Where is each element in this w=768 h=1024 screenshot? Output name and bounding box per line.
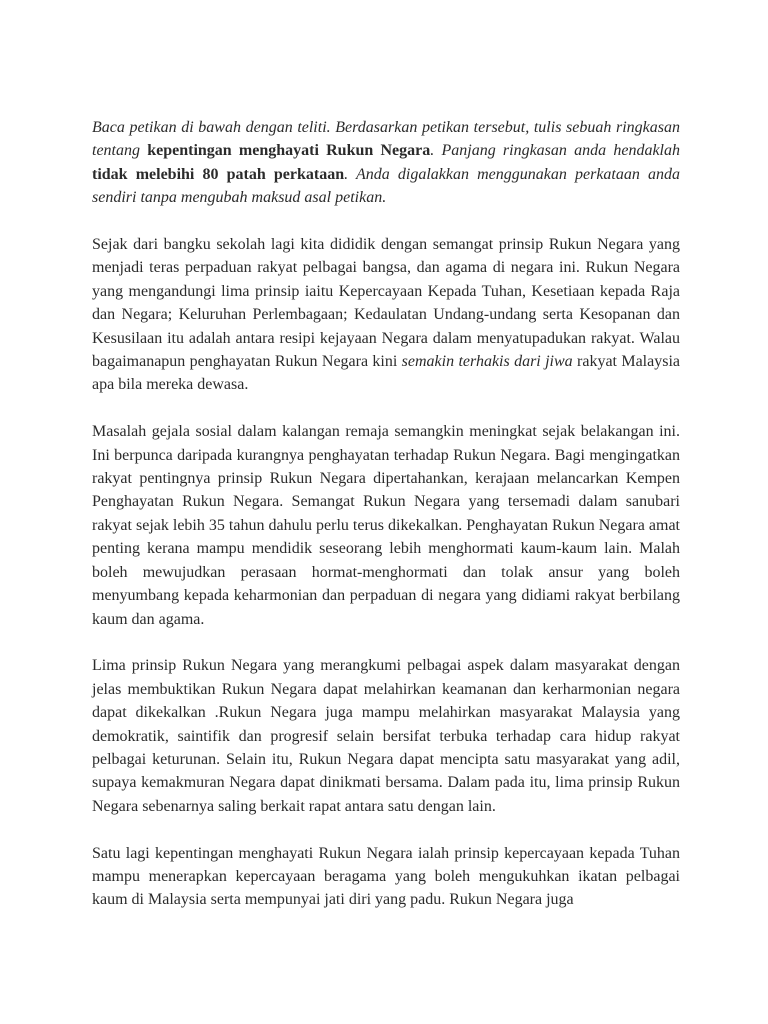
paragraph-1-text-before: Sejak dari bangku sekolah lagi kita dididik dengan semangat prinsip Rukun Negara yang menjadi teras perpaduan rakyat pelbagai bangsa, dan agama di negara ini. Rukun Negara yang mengandungi lima prinsip iaitu Kepercayaan Kepada Tuhan, Kesetiaan kepada Raja dan Negara; Keluruhan Perlembagaan; Kedaulatan Undang-undang serta Kesopanan dan Kesusilaan itu adalah antara resipi kejayaan Negara dalam menyatupadukan rakyat. Walau bagaimanapun penghayatan Rukun Negara kini xyxy=(92,236,680,371)
passage-paragraph-3: Lima prinsip Rukun Negara yang merangkumi pelbagai aspek dalam masyarakat dengan jelas membuktikan Rukun Negara dapat melahirkan keamanan dan kerharmonian negara dapat dikekalkan .Rukun Negara juga mampu melahirkan masyarakat Malaysia yang demokratik, saintifik dan progresif selain bersifat terbuka terhadap cara hidup rakyat pelbagai keturunan. Selain itu, Rukun Negara dapat mencipta satu masyarakat yang adil, supaya kemakmuran Negara dapat dinikmati bersama. Dalam pada itu, lima prinsip Rukun Negara sebenarnya saling berkait rapat antara satu dengan lain. xyxy=(92,657,680,815)
instruction-text-3: . Anda digalakkan menggunakan perkataan anda sendiri tanpa mengubah maksud asal petikan. xyxy=(92,165,680,207)
passage-paragraph-1 xyxy=(92,233,680,397)
instruction-text-2: . Panjang ringkasan anda hendaklah xyxy=(430,142,680,160)
instruction-text-1: Baca petikan di bawah dengan teliti. Berdasarkan petikan tersebut, tulis sebuah ringkasan tentang xyxy=(92,119,680,160)
paragraph-1-emphasis: semakin terhakis dari jiwa xyxy=(401,353,573,371)
instruction-word-limit: tidak melebihi 80 patah perkataan xyxy=(92,165,345,183)
passage-paragraph-2: Masalah gejala sosial dalam kalangan remaja semangkin meningkat sejak belakangan ini. Ini berpunca daripada kurangnya penghayatan terhadap Rukun Negara. Bagi mengingatkan rakyat pentingnya prinsip Rukun Negara dipertahankan, kerajaan melancarkan Kempen Penghayatan Rukun Negara. Semangat Rukun Negara yang tersemadi dalam sanubari rakyat sejak lebih 35 tahun dahulu perlu terus dikekalkan. Penghayatan Rukun Negara amat penting kerana mampu mendidik seseorang lebih menghormati kaum-kaum lain. Malah boleh mewujudkan perasaan hormat-menghormati dan tolak ansur yang boleh menyumbang kepada keharmonian dan perpaduan di negara yang didiami rakyat berbilang kaum dan agama. xyxy=(92,423,680,628)
paragraph-1-text-after: rakyat Malaysia apa bila mereka dewasa. xyxy=(92,353,681,394)
passage-paragraph-4: Satu lagi kepentingan menghayati Rukun Negara ialah prinsip kepercayaan kepada Tuhan mampu menerapkan kepercayaan beragama yang boleh mengukuhkan ikatan pelbagai kaum di Malaysia serta mempunyai jati diri yang padu. Rukun Negara juga xyxy=(92,844,680,909)
document-page xyxy=(92,116,680,935)
instruction-paragraph xyxy=(92,116,680,210)
instruction-topic: kepentingan menghayati Rukun Negara xyxy=(147,142,431,160)
